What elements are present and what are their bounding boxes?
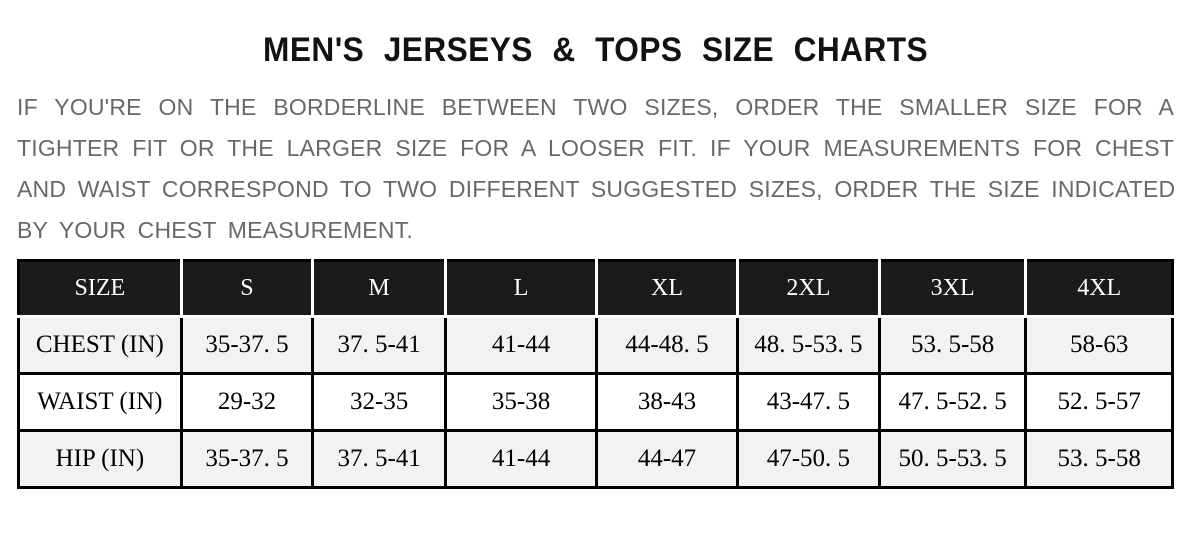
table-cell: 41-44: [445, 431, 596, 488]
table-header: [19, 261, 1173, 317]
row-label-waist: WAIST (IN): [19, 374, 182, 431]
table-cell: 43-47. 5: [737, 374, 879, 431]
table-cell: 47-50. 5: [737, 431, 879, 488]
page-title: MEN'S JERSEYS & TOPS SIZE CHARTS: [262, 31, 929, 69]
table-cell: 58-63: [1026, 317, 1173, 374]
table-row-hip: [19, 431, 1173, 488]
table-cell: 50. 5-53. 5: [879, 431, 1026, 488]
intro-line: TIGHTER FIT OR THE LARGER SIZE FOR A LOOSER FIT. IF YOUR MEASUREMENTS FOR CHEST: [17, 135, 1174, 161]
table-cell: 37. 5-41: [313, 317, 446, 374]
row-label-hip: HIP (IN): [19, 431, 182, 488]
intro-line: BY YOUR CHEST MEASUREMENT.: [17, 217, 413, 243]
table-header-row: [19, 261, 1173, 317]
intro-line: IF YOU'RE ON THE BORDERLINE BETWEEN TWO SIZES, ORDER THE SMALLER SIZE FOR A: [17, 94, 1174, 120]
table-cell: 35-37. 5: [181, 317, 313, 374]
column-header-2xl: 2XL: [737, 261, 879, 317]
table-cell: 35-38: [445, 374, 596, 431]
table-cell: 38-43: [597, 374, 738, 431]
column-header-4xl: 4XL: [1026, 261, 1173, 317]
size-chart-table: [17, 259, 1174, 489]
table-cell: 47. 5-52. 5: [879, 374, 1026, 431]
table-cell: 48. 5-53. 5: [737, 317, 879, 374]
table-cell: 32-35: [313, 374, 446, 431]
table-row-waist: [19, 374, 1173, 431]
column-header-xl: XL: [597, 261, 738, 317]
table-cell: 29-32: [181, 374, 313, 431]
table-body: [19, 317, 1173, 488]
page-title-wrap: [17, 31, 1174, 70]
table-cell: 44-47: [597, 431, 738, 488]
table-cell: 35-37. 5: [181, 431, 313, 488]
size-chart-page: [0, 31, 1191, 489]
table-cell: 53. 5-58: [879, 317, 1026, 374]
intro-paragraph: [17, 87, 1174, 251]
column-header-m: M: [313, 261, 446, 317]
column-header-s: S: [181, 261, 313, 317]
column-header-l: L: [445, 261, 596, 317]
row-label-chest: CHEST (IN): [19, 317, 182, 374]
table-cell: 52. 5-57: [1026, 374, 1173, 431]
column-header-size: SIZE: [19, 261, 182, 317]
table-row-chest: [19, 317, 1173, 374]
table-cell: 41-44: [445, 317, 596, 374]
table-cell: 53. 5-58: [1026, 431, 1173, 488]
intro-line: AND WAIST CORRESPOND TO TWO DIFFERENT SUGGESTED SIZES, ORDER THE SIZE INDICATED: [17, 176, 1176, 202]
table-cell: 44-48. 5: [597, 317, 738, 374]
table-cell: 37. 5-41: [313, 431, 446, 488]
column-header-3xl: 3XL: [879, 261, 1026, 317]
